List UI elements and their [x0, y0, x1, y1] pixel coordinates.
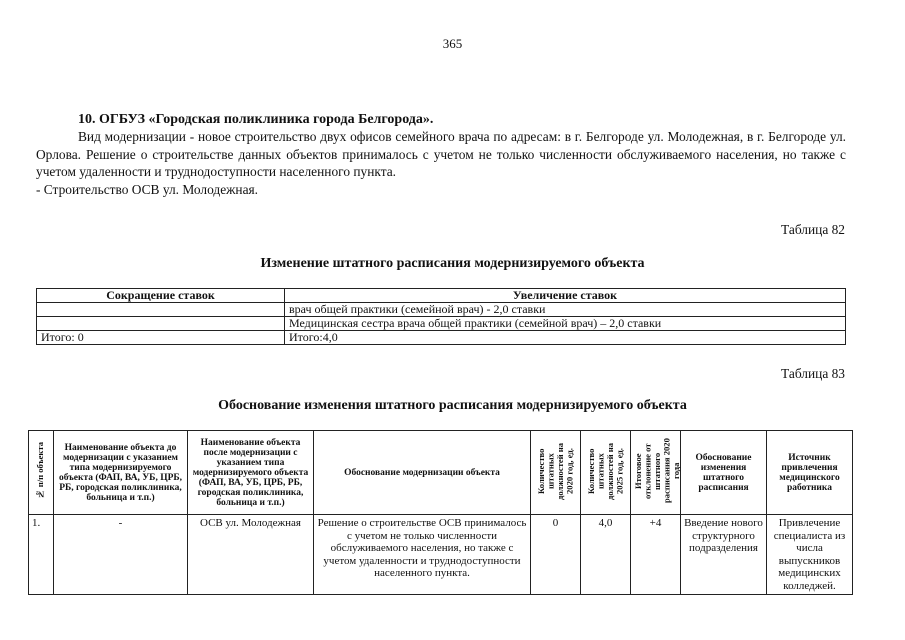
cell-reduction: [37, 317, 285, 331]
table-header-row: [29, 431, 853, 515]
section-heading: 10. ОГБУЗ «Городская поликлиника города Белгорода».: [78, 112, 434, 127]
header-reduction: Сокращение ставок: [37, 289, 285, 303]
cell-object-after: ОСВ ул. Молодежная: [188, 515, 314, 595]
table83-label: Таблица 83: [781, 366, 845, 381]
header-source: Источник привлечения медицинского работника: [767, 431, 853, 515]
header-object-before: Наименование объекта до модернизации с указанием типа модернизируемого объекта (ФАП, ВА, УБ, ЦРБ, РБ, городская поликлиника, больница и т.п.): [54, 431, 188, 515]
cell-deviation: +4: [631, 515, 681, 595]
header-change-reason: Обоснование изменения штатного расписания: [681, 431, 767, 515]
section-body: [36, 128, 846, 198]
page-number: 365: [442, 36, 463, 51]
justification-table: [28, 430, 853, 595]
header-increase: Увеличение ставок: [285, 289, 846, 303]
header-staff-2020: Количество штатных должностей на 2020 год, ед.: [531, 431, 581, 515]
header-justification: Обоснование модернизации объекта: [314, 431, 531, 515]
paragraph-2: - Строительство ОСВ ул. Молодежная.: [36, 181, 259, 197]
header-object-after: Наименование объекта после модернизации с указанием типа модернизируемого объекта (ФАП, ВА, УБ, ЦРБ, РБ, городская поликлиника, больница и т.п.): [188, 431, 314, 515]
table82-label: Таблица 82: [781, 222, 845, 237]
table-row: [29, 515, 853, 595]
total-increase: Итого:4,0: [285, 331, 846, 345]
table-row: [37, 303, 846, 317]
cell-number: 1.: [29, 515, 54, 595]
cell-staff-2025: 4,0: [581, 515, 631, 595]
cell-increase: врач общей практики (семейной врач) - 2,0 ставки: [285, 303, 846, 317]
cell-object-before: -: [54, 515, 188, 595]
staff-change-table: [36, 288, 846, 345]
cell-increase: Медицинская сестра врача общей практики (семейной врач) – 2,0 ставки: [285, 317, 846, 331]
cell-justification: Решение о строительстве ОСВ принималось с учетом не только численности обслуживаемого населения, но также с учетом удаленности и труднодоступности населенного пункта.: [314, 515, 531, 595]
table-header-row: [37, 289, 846, 303]
total-row: [37, 331, 846, 345]
total-reduction: Итого: 0: [37, 331, 285, 345]
paragraph-1: Вид модернизации - новое строительство двух офисов семейного врача по адресам: в г. Белгороде ул. Молодежная, в г. Белгороде ул. Орлова. Решение о строительстве данных объектов принималось с учетом не только численности обслуживаемого населения, но также с учетом удаленности и труднодоступности населенного пункта.: [36, 129, 846, 179]
table-row: [37, 317, 846, 331]
header-staff-2025: Количество штатных должностей на 2025 год, ед.: [581, 431, 631, 515]
header-number: № п/п объекта: [29, 431, 54, 515]
cell-change-reason: Введение нового структурного подразделения: [681, 515, 767, 595]
table83-title: Обоснование изменения штатного расписания модернизируемого объекта: [218, 398, 687, 413]
header-deviation: Итоговое отклонение от штатного расписания 2020 года: [631, 431, 681, 515]
cell-source: Привлечение специалиста из числа выпускников медицинских колледжей.: [767, 515, 853, 595]
table82-title: Изменение штатного расписания модернизируемого объекта: [260, 256, 645, 271]
cell-reduction: [37, 303, 285, 317]
cell-staff-2020: 0: [531, 515, 581, 595]
